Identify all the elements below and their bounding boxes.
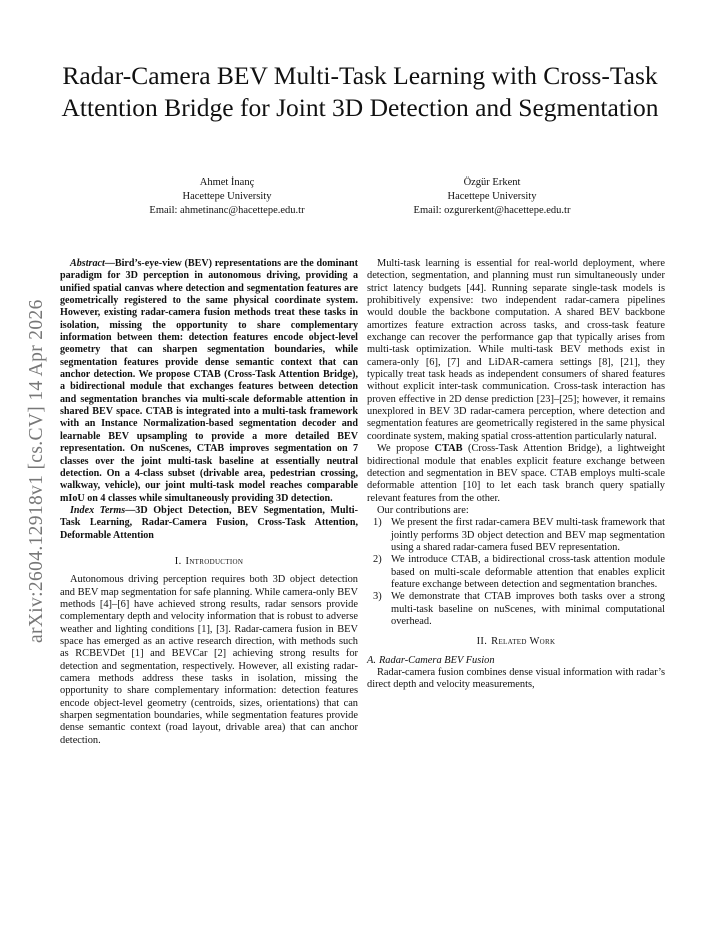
related-paragraph-1: Radar-camera fusion combines dense visual information with radar’s direct depth and velocity measurements, (367, 667, 665, 691)
index-terms-label: Index Terms (70, 504, 126, 516)
author-affiliation: Hacettepe University (182, 190, 272, 202)
abstract-text: —Bird’s-eye-view (BEV) representations are the dominant paradigm for 3D perception in autonomous driving, providing a unified spatial canvas where detection and segmentation features are geometrically registered to the same physical coordinate system. However, existing radar-camera fusion methods treat these tasks in isolation, missing the opportunity to share complementary information between them: detection features encode object-level geometry that can sharpen segmentation boundaries, while segmentation features provide dense semantic context that can anchor detection. We propose CTAB (Cross-Task Attention Bridge), a bidirectional module that exchanges features between detection and segmentation branches via multi-scale deformable attention in shared BEV space. CTAB is integrated into a multi-task framework with an Instance Normalization-based segmentation decoder and learnable BEV upsampling to provide a more detailed BEV representation. On nuScenes, CTAB improves segmentation on 7 classes over the joint multi-task baseline at essentially neutral detection. On a 4-class subset (drivable area, pedestrian crossing, walkway, vehicle), our joint multi-task model reaches comparable mIoU on 4 classes while simultaneously providing 3D detection. (60, 258, 358, 504)
section-number: I. (174, 555, 182, 567)
list-item (367, 517, 665, 554)
ctab-name: CTAB (434, 443, 463, 455)
abstract (60, 258, 358, 505)
paragraph-text: (Cross-Task Attention Bridge), a lightweight bidirectional module that enables explicit feature exchange between detection and segmentation in BEV space. CTAB employs multi-scale deformable attention [10] to let each task branch query spatially relevant features from the other. (367, 443, 665, 504)
index-terms (60, 505, 358, 542)
author-name: Özgür Erkent (463, 177, 521, 188)
list-number: 1) (373, 517, 382, 529)
contributions-list (367, 517, 665, 628)
author-name: Ahmet İnanç (199, 177, 255, 188)
paper-title: Radar-Camera BEV Multi-Task Learning with Cross-Task Attention Bridge for Joint 3D Detection and Segmentation (61, 61, 659, 122)
list-item (367, 554, 665, 591)
subsection-title: Radar-Camera BEV Fusion (378, 654, 495, 666)
list-text: We demonstrate that CTAB improves both tasks over a strong multi-task baseline on nuScenes, with minimal computational overhead. (391, 591, 665, 627)
list-number: 2) (373, 554, 382, 566)
author-block-2 (362, 176, 622, 217)
paragraph-text: We propose (377, 443, 435, 455)
right-column (367, 258, 665, 692)
author-email: Email: ozgurerkent@hacettepe.edu.tr (413, 204, 571, 216)
list-text: We introduce CTAB, a bidirectional cross-task attention module based on multi-scale deformable attention that enables explicit feature exchange between detection and segmentation branches. (391, 554, 665, 590)
section-number: II. (476, 636, 488, 648)
subsection-heading (367, 655, 665, 667)
intro-paragraph-2: Multi-task learning is essential for real-world deployment, where detection, segmentation, and planning must run simultaneously under strict latency budgets [44]. Running separate single-task models is prohibitively expensive: two independent radar-camera pipelines would double the backbone computation. A shared BEV backbone amortizes feature extraction across tasks, and cross-task feature exchange can recover the performance gap that typically arises from multi-task optimization. While multi-task BEV methods exist in camera-only [6], [7] and LiDAR-camera settings [8], [21], they typically treat task heads as independent consumers of shared features without explicit inter-task communication. Cross-task interaction has proven effective in 2D dense prediction [23]–[25]; however, it remains unexplored in BEV 3D radar-camera perception, where detection and segmentation features are geometrically registered in the same physical coordinate system, making spatial cross-attention particularly natural. (367, 258, 665, 442)
list-text: We present the first radar-camera BEV multi-task framework that jointly performs 3D object detection and BEV map segmentation using a shared radar-camera fused BEV representation. (391, 517, 665, 553)
left-column (60, 258, 358, 747)
section-heading-related-work (367, 636, 665, 648)
section-title: Related Work (491, 636, 556, 648)
index-terms-text: —3D Object Detection, BEV Segmentation, Multi-Task Learning, Radar-Camera Fusion, Cross-Task Attention, Deformable Attention (60, 504, 358, 541)
section-heading-introduction (60, 556, 358, 568)
author-block-1 (97, 176, 357, 217)
section-title: Introduction (185, 555, 244, 567)
author-affiliation: Hacettepe University (447, 190, 537, 202)
contributions-intro: Our contributions are: (377, 504, 469, 516)
abstract-label: Abstract (70, 258, 105, 269)
intro-paragraph-1: Autonomous driving perception requires both 3D object detection and BEV map segmentation for safe planning. While camera-only BEV methods [4]–[6] have achieved strong results, radar sensors provide complementary depth and velocity information that is robust to adverse weather and lighting conditions [1], [3]. Radar-camera fusion in BEV space has emerged as an active research direction, with methods such as RCBEVDet [1] and BEVCar [2] achieving strong results for detection and segmentation, respectively. However, all existing radar-camera methods address these tasks in isolation, missing the opportunity to share complementary information: detection features encode object-level geometry (centroids, sizes, orientations) that can sharpen segmentation boundaries, while segmentation features provide dense semantic context (road layout, drivable area) that can anchor detection. (60, 574, 358, 746)
subsection-letter: A. (367, 654, 376, 666)
intro-paragraph-3 (367, 443, 665, 505)
list-number: 3) (373, 591, 382, 603)
arxiv-identifier-stamp: arXiv:2604.12918v1 [cs.CV] 14 Apr 2026 (26, 299, 47, 643)
list-item (367, 591, 665, 628)
author-email: Email: ahmetinanc@hacettepe.edu.tr (149, 204, 305, 216)
